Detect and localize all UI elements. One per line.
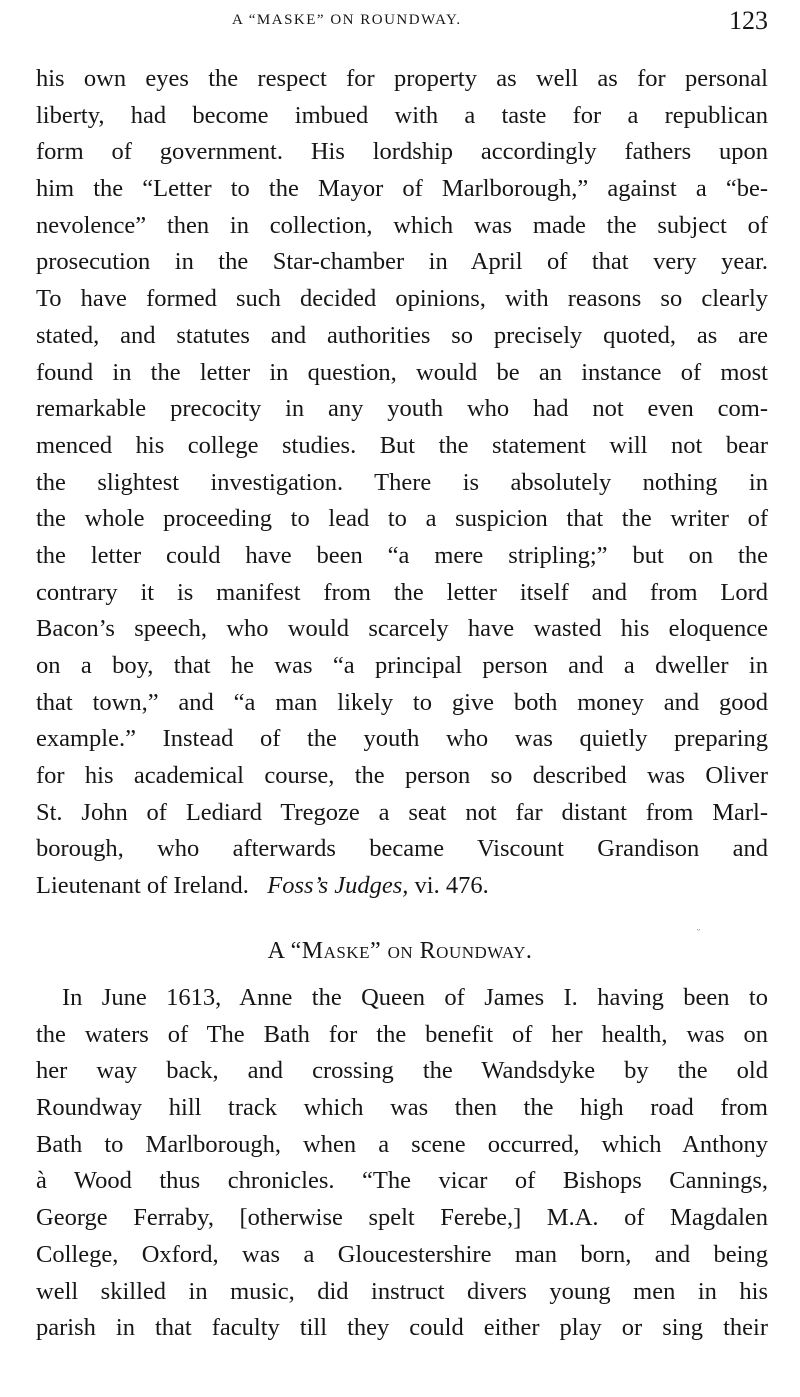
text-line: Roundway hill track which was then the high road from: [36, 1094, 768, 1122]
text-line: example.” Instead of the youth who was quietly preparing: [36, 725, 768, 753]
text-line: In June 1613, Anne the Queen of James I. having been to: [62, 984, 768, 1011]
text-line: contrary it is manifest from the letter itself and from Lord: [36, 578, 768, 606]
scan-speck: ᵕ: [697, 925, 700, 936]
text-line: à Wood thus chronicles. “The vicar of Bishops Cannings,: [36, 1167, 768, 1195]
text-line: well skilled in music, did instruct divers young men in his: [36, 1277, 768, 1305]
text-line: borough, who afterwards became Viscount Grandison and: [36, 835, 768, 863]
text-line: the whole proceeding to lead to a suspicion that the writer of: [36, 505, 768, 533]
text-line: College, Oxford, was a Gloucestershire man born, and being: [36, 1240, 768, 1268]
text-line: liberty, had become imbued with a taste for a republican: [36, 101, 768, 129]
text-line: his own eyes the respect for property as well as for personal: [36, 65, 768, 92]
text-line: that town,” and “a man likely to give both money and good: [36, 688, 768, 716]
text-line: [36, 868, 768, 905]
line-text: Lieutenant of Ireland.: [36, 872, 249, 900]
text-line: prosecution in the Star-chamber in April of that very year.: [36, 248, 768, 276]
text-line: parish in that faculty till they could either play or sing their: [36, 1314, 768, 1342]
text-line: menced his college studies. But the statement will not bear: [36, 431, 768, 459]
paragraph-1: [36, 61, 768, 905]
citation-title: Foss’s Judges,: [267, 872, 409, 900]
text-line: on a boy, that he was “a principal person and a dweller in: [36, 652, 768, 679]
paragraph-2: [36, 980, 768, 1347]
text-line: St. John of Lediard Tregoze a seat not far distant from Marl-: [36, 798, 768, 826]
text-line: the slightest investigation. There is absolutely nothing in: [36, 468, 768, 496]
text-line: To have formed such decided opinions, with reasons so clearly: [36, 285, 768, 313]
text-line: Bacon’s speech, who would scarcely have wasted his eloquence: [36, 615, 768, 643]
text-line: for his academical course, the person so described was Oliver: [36, 762, 768, 790]
text-line: remarkable precocity in any youth who had not even com-: [36, 395, 768, 423]
text-line: her way back, and crossing the Wandsdyke by the old: [36, 1057, 768, 1085]
citation-reference: vi. 476.: [414, 872, 489, 900]
running-title: A “MASKE” ON ROUNDWAY.: [232, 12, 462, 28]
section-heading: A “Maske” on Roundway.: [267, 938, 533, 964]
page-number: 123: [729, 6, 768, 35]
text-line: the letter could have been “a mere stripling;” but on the: [36, 541, 768, 569]
text-line: him the “Letter to the Mayor of Marlborough,” against a “be-: [36, 175, 768, 203]
text-line: George Ferraby, [otherwise spelt Ferebe,] M.A. of Magdalen: [36, 1204, 768, 1232]
text-line: the waters of The Bath for the benefit of her health, was on: [36, 1020, 768, 1048]
running-header: [0, 6, 800, 38]
text-line: stated, and statutes and authorities so precisely quoted, as are: [36, 321, 768, 349]
text-line: found in the letter in question, would be an instance of most: [36, 358, 768, 386]
text-line: form of government. His lordship accordingly fathers upon: [36, 138, 768, 166]
text-line: nevolence” then in collection, which was made the subject of: [36, 211, 768, 239]
text-line: Bath to Marlborough, when a scene occurred, which Anthony: [36, 1130, 768, 1158]
